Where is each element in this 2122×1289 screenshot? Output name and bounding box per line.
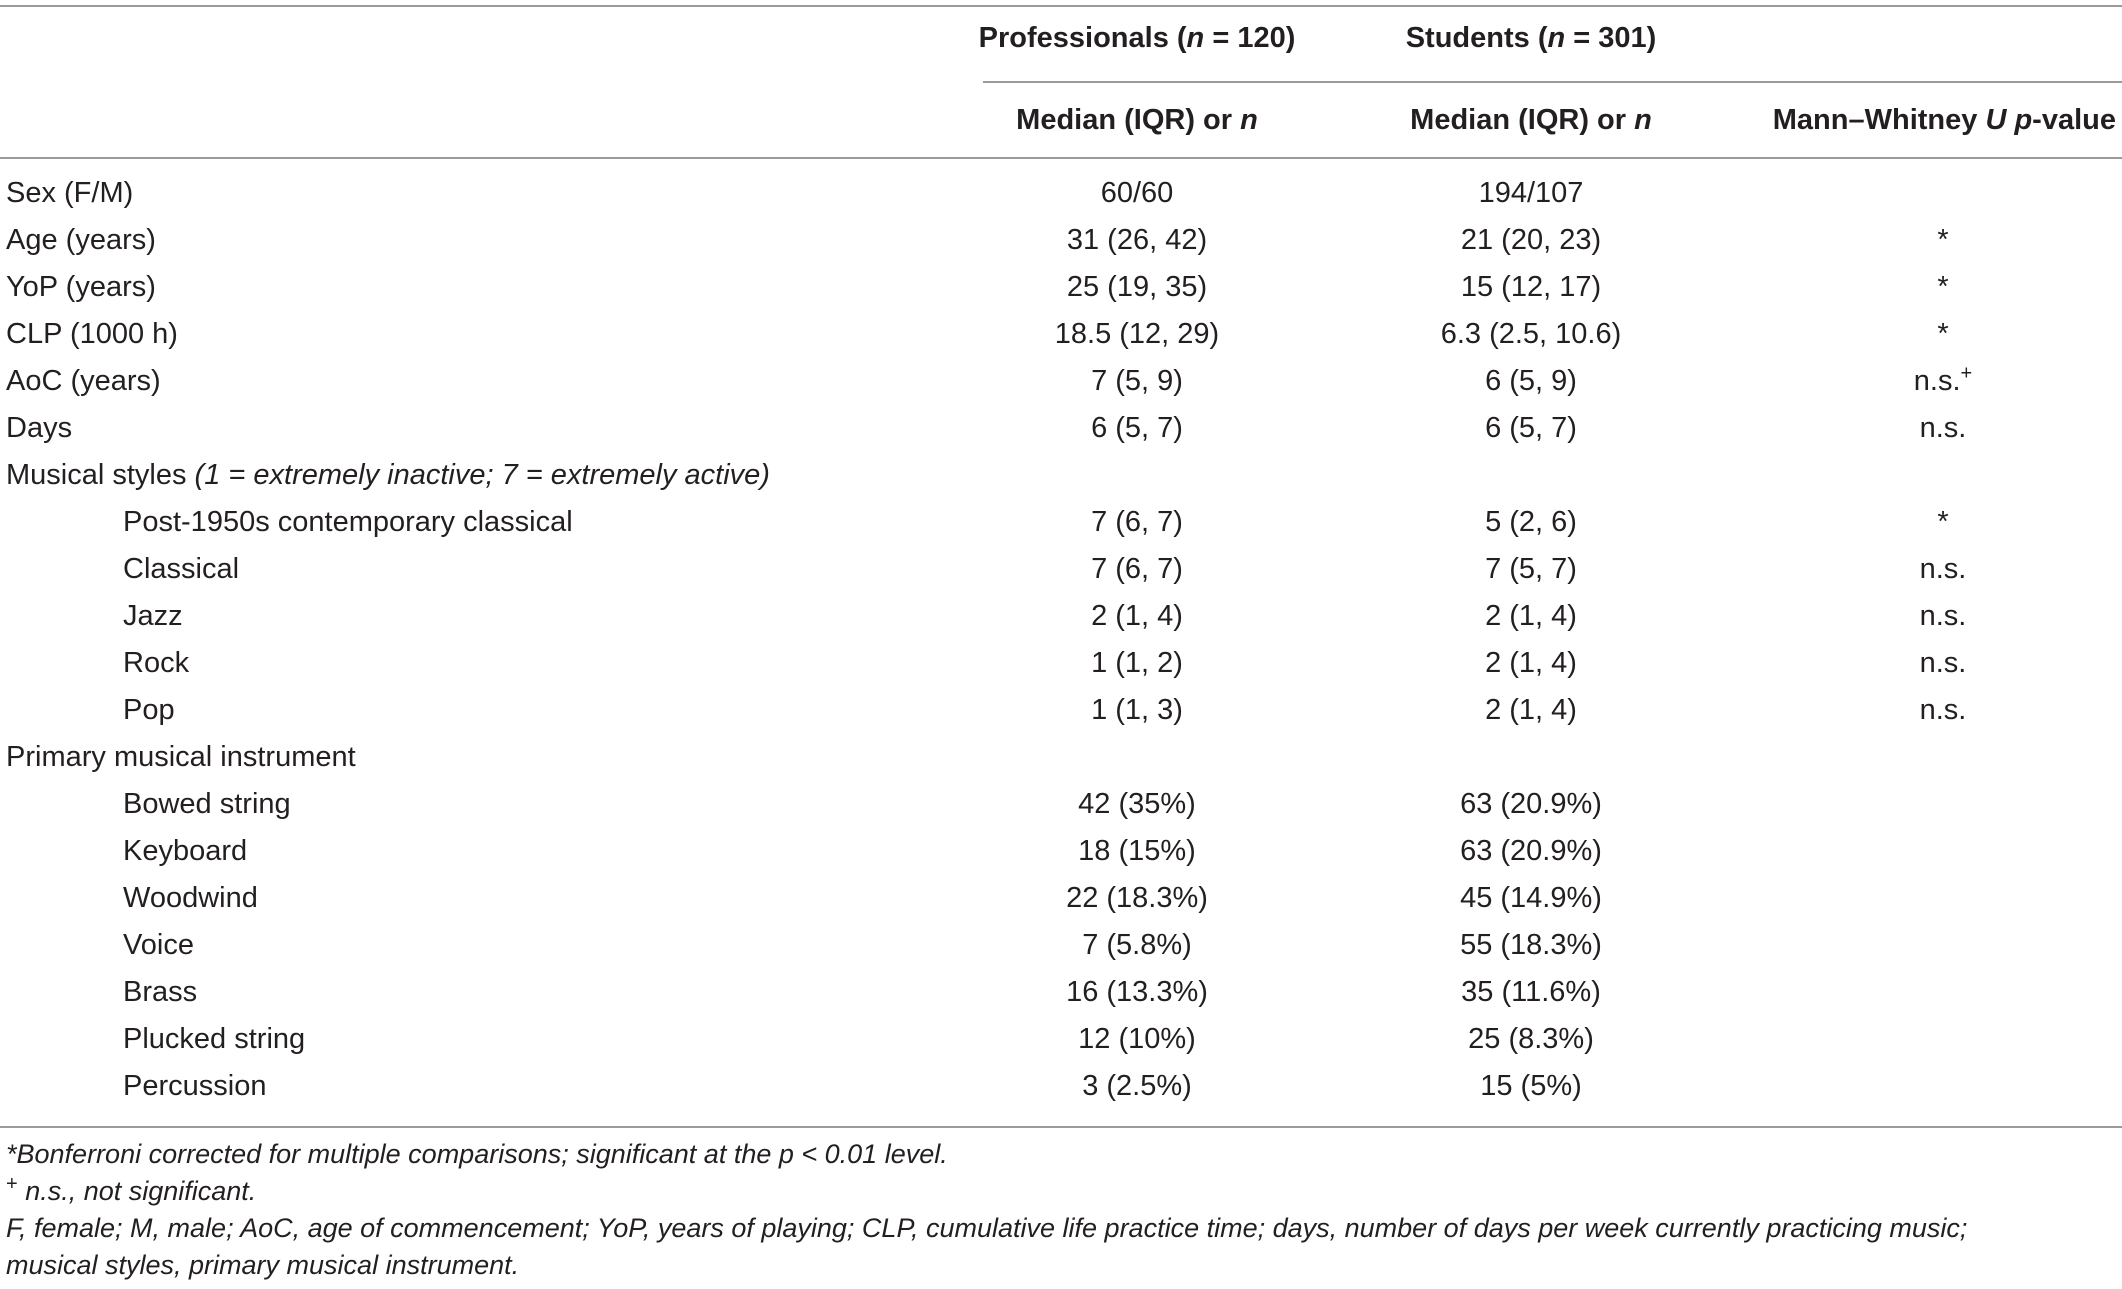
row-label: Plucked string — [123, 1023, 306, 1055]
students-value: 6 (5, 7) — [1485, 412, 1577, 444]
students-value: 63 (20.9%) — [1460, 835, 1602, 867]
p-value: n.s. — [1919, 694, 1967, 726]
p-value: * — [1937, 318, 1949, 350]
header-rule — [0, 157, 2122, 159]
table-row — [0, 405, 2122, 452]
professionals-value: 2 (1, 4) — [1091, 600, 1183, 632]
row-label: Pop — [123, 694, 175, 726]
footnote-not-significant: + n.s., not significant. — [6, 1173, 257, 1206]
professionals-value: 18.5 (12, 29) — [1054, 318, 1220, 350]
section-label: Primary musical instrument — [6, 741, 356, 773]
table-row — [0, 687, 2122, 734]
p-value: * — [1937, 506, 1949, 538]
professionals-value: 1 (1, 3) — [1091, 694, 1183, 726]
table-row — [0, 593, 2122, 640]
footnote-bonferroni: *Bonferroni corrected for multiple comparisons; significant at the p < 0.01 level. — [6, 1139, 948, 1169]
section-row — [0, 734, 2122, 781]
professionals-value: 31 (26, 42) — [1066, 224, 1208, 256]
table-row — [0, 546, 2122, 593]
students-value: 15 (5%) — [1480, 1070, 1582, 1102]
bottom-rule — [0, 1126, 2122, 1128]
footnote-abbreviations: F, female; M, male; AoC, age of commencement; YoP, years of playing; CLP, cumulative life practice time; days, number of days per week currently practicing music; — [6, 1213, 1968, 1243]
professionals-value: 1 (1, 2) — [1091, 647, 1183, 679]
top-rule — [0, 5, 2122, 7]
row-label: Keyboard — [123, 835, 248, 867]
row-label: Bowed string — [123, 788, 291, 820]
table-row — [0, 499, 2122, 546]
professionals-value: 60/60 — [1100, 177, 1174, 209]
professionals-value: 3 (2.5%) — [1082, 1070, 1192, 1102]
students-value: 15 (12, 17) — [1460, 271, 1602, 303]
plus-marker: + — [6, 1173, 18, 1195]
students-value: 2 (1, 4) — [1485, 647, 1577, 679]
students-value: 5 (2, 6) — [1485, 506, 1577, 538]
section-label: Musical styles (1 = extremely inactive; 7 = extremely active) — [6, 459, 770, 491]
footnote-abbreviations-continued: musical styles, primary musical instrument. — [6, 1250, 520, 1280]
table-row — [0, 1063, 2122, 1110]
professionals-value: 25 (19, 35) — [1066, 271, 1208, 303]
table-row — [0, 311, 2122, 358]
professionals-value: 42 (35%) — [1078, 788, 1196, 820]
p-value: n.s. — [1919, 600, 1967, 632]
professionals-value: 12 (10%) — [1078, 1023, 1196, 1055]
row-label: Voice — [123, 929, 194, 961]
p-value: * — [1937, 224, 1949, 256]
row-label: Percussion — [123, 1070, 267, 1102]
row-label: AoC (years) — [6, 365, 161, 397]
row-label: CLP (1000 h) — [6, 318, 178, 350]
row-label: Classical — [123, 553, 240, 585]
professionals-value: 18 (15%) — [1078, 835, 1196, 867]
p-value: n.s. — [1919, 553, 1967, 585]
p-value: n.s. — [1919, 647, 1967, 679]
row-label: Rock — [123, 647, 190, 679]
students-value: 6 (5, 9) — [1485, 365, 1577, 397]
table-row — [0, 922, 2122, 969]
table-row — [0, 875, 2122, 922]
professionals-value: 7 (5.8%) — [1082, 929, 1192, 961]
section-row — [0, 452, 2122, 499]
students-value: 45 (14.9%) — [1460, 882, 1602, 914]
row-label: YoP (years) — [6, 271, 156, 303]
row-label: Age (years) — [6, 224, 156, 256]
row-label: Sex (F/M) — [6, 177, 134, 209]
plus-marker: + — [1960, 362, 1973, 385]
row-label: Brass — [123, 976, 198, 1008]
students-value: 21 (20, 23) — [1460, 224, 1602, 256]
p-value: n.s.+ — [1913, 362, 1973, 397]
row-label: Days — [6, 412, 73, 444]
professionals-value: 22 (18.3%) — [1066, 882, 1208, 914]
header-students: Students (n = 301) — [1405, 22, 1657, 54]
table-row — [0, 217, 2122, 264]
row-label: Woodwind — [123, 882, 258, 914]
table-row — [0, 781, 2122, 828]
table-row — [0, 358, 2122, 405]
row-label: Jazz — [123, 600, 183, 632]
students-value: 35 (11.6%) — [1461, 976, 1601, 1008]
professionals-value: 7 (6, 7) — [1091, 506, 1183, 538]
subheader-students: Median (IQR) or n — [1410, 104, 1652, 136]
students-value: 63 (20.9%) — [1460, 788, 1602, 820]
professionals-value: 16 (13.3%) — [1066, 976, 1208, 1008]
professionals-value: 7 (6, 7) — [1091, 553, 1183, 585]
table-row — [0, 1016, 2122, 1063]
table-row — [0, 264, 2122, 311]
table-row — [0, 969, 2122, 1016]
students-value: 194/107 — [1478, 177, 1584, 209]
students-value: 55 (18.3%) — [1460, 929, 1602, 961]
students-value: 7 (5, 7) — [1485, 553, 1577, 585]
row-label: Post-1950s contemporary classical — [123, 506, 573, 538]
p-value: * — [1937, 271, 1949, 303]
table-row — [0, 828, 2122, 875]
subheader-mann-whitney: Mann–Whitney U p-value — [1772, 104, 2116, 136]
p-value: n.s. — [1919, 412, 1967, 444]
students-value: 2 (1, 4) — [1485, 694, 1577, 726]
table-row — [0, 170, 2122, 217]
header-professionals: Professionals (n = 120) — [978, 22, 1296, 54]
students-value: 2 (1, 4) — [1485, 600, 1577, 632]
professionals-value: 6 (5, 7) — [1091, 412, 1183, 444]
professionals-value: 7 (5, 9) — [1091, 365, 1183, 397]
students-value: 25 (8.3%) — [1468, 1023, 1594, 1055]
subheader-professionals: Median (IQR) or n — [1016, 104, 1258, 136]
table-row — [0, 640, 2122, 687]
group-rule — [983, 81, 2122, 83]
students-value: 6.3 (2.5, 10.6) — [1440, 318, 1622, 350]
